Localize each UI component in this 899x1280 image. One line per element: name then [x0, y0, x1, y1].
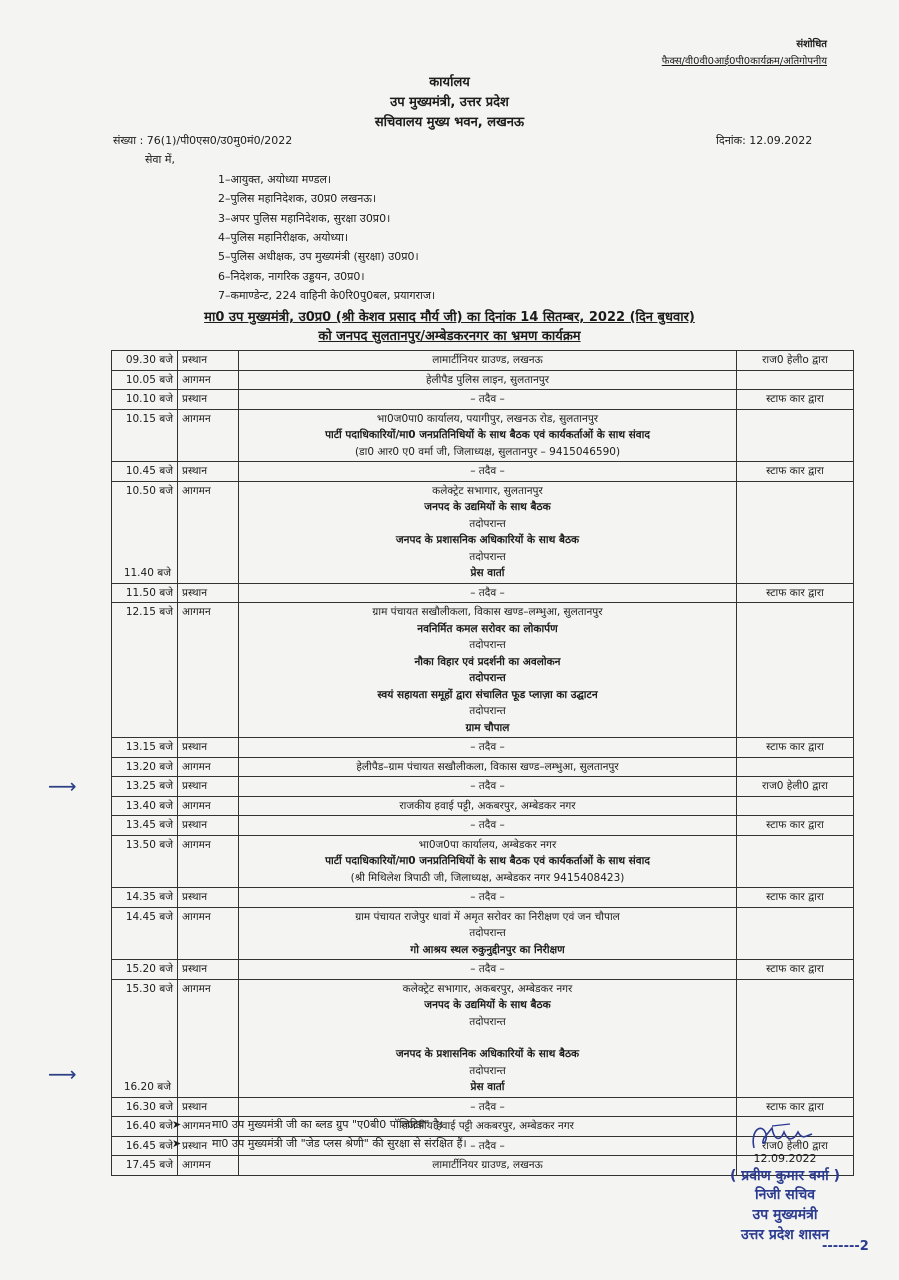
schedule-row: [112, 351, 854, 371]
office-address: सचिवालय मुख्य भवन, लखनऊ: [374, 115, 525, 130]
schedule-kind: आगमन: [178, 1117, 239, 1137]
detail-line: – तदैव –: [470, 1100, 505, 1113]
schedule-time: [112, 1117, 178, 1137]
start-time: 14.35 बजे: [125, 891, 173, 903]
schedule-time: [112, 1097, 178, 1117]
schedule-row: [112, 603, 854, 738]
schedule-transport: [737, 757, 854, 777]
signatory-name: ( प्रवीण कुमार वर्मा ): [729, 1168, 841, 1184]
schedule-details: [239, 979, 737, 1097]
schedule-kind: आगमन: [178, 757, 239, 777]
start-time: 10.50 बजे: [125, 484, 173, 497]
signatory-role: उप मुख्यमंत्री: [752, 1207, 818, 1223]
start-time: 10.10 बजे: [125, 393, 173, 405]
reference-number: संख्या : 76(1)/पी0एस0/उ0मु0मं0/2022: [113, 134, 293, 147]
schedule-details: [239, 1097, 737, 1117]
program-title-line1: मा0 उप मुख्यमंत्री, उ0प्र0 (श्री केशव प्रसाद मौर्य जी) का दिनांक 14 सितम्बर, 2022 (दिन बुधवार): [204, 310, 695, 325]
schedule-time: [112, 409, 178, 462]
detail-line: हेलीपैड–ग्राम पंचायत सखौलीकला, विकास खण्ड–लम्भुआ, सुलतानपुर: [356, 760, 619, 773]
schedule-transport: [737, 370, 854, 390]
schedule-time: [112, 1136, 178, 1156]
schedule-details: [239, 583, 737, 603]
start-time: 12.15 बजे: [125, 606, 173, 618]
schedule-row: [112, 777, 854, 797]
detail-line: – तदैव –: [470, 963, 505, 975]
detail-line: [243, 1030, 732, 1046]
schedule-details: [239, 907, 737, 960]
arrow-mark-1640: ⟶: [48, 1062, 77, 1086]
schedule-row: [112, 757, 854, 777]
detail-line: (डा0 आर0 ए0 वर्मा जी, जिलाध्यक्ष, सुलतानपुर – 9415046590): [354, 445, 621, 458]
start-time: 16.30 बजे: [125, 1100, 173, 1113]
schedule-transport: [737, 907, 854, 960]
schedule-row: [112, 738, 854, 758]
schedule-row: [112, 481, 854, 583]
schedule-time: [112, 1156, 178, 1176]
schedule-kind: आगमन: [178, 979, 239, 1097]
schedule-row: [112, 370, 854, 390]
schedule-details: [239, 816, 737, 836]
schedule-row: [112, 1097, 854, 1117]
schedule-time: [112, 777, 178, 797]
schedule-time: [112, 370, 178, 390]
office-of: उप मुख्यमंत्री, उत्तर प्रदेश: [390, 95, 509, 110]
schedule-time: [112, 835, 178, 888]
detail-line: हेलीपैड पुलिस लाइन, सुलतानपुर: [425, 373, 550, 386]
detail-line: राजकीय हवाई पट्टी अकबरपुर, अम्बेडकर नगर: [401, 1120, 574, 1132]
schedule-details: [239, 1156, 737, 1176]
schedule-time: [112, 738, 178, 758]
schedule-kind: आगमन: [178, 481, 239, 583]
schedule-transport: स्टाफ कार द्वारा: [737, 960, 854, 980]
detail-line: – तदैव –: [470, 1139, 505, 1152]
schedule-transport: [737, 603, 854, 738]
schedule-details: [239, 835, 737, 888]
schedule-time: [112, 481, 178, 583]
detail-line: – तदैव –: [470, 780, 505, 792]
recipient-item: 2–पुलिस महानिदेशक, उ0प्र0 लखनऊ।: [218, 192, 377, 206]
schedule-row: [112, 907, 854, 960]
detail-line: लामार्टीनियर ग्राउण्ड, लखनऊ: [432, 1159, 543, 1171]
detail-line: प्रेस वार्ता: [470, 1081, 505, 1093]
schedule-transport: [737, 796, 854, 816]
schedule-details: [239, 738, 737, 758]
schedule-transport: स्टाफ कार द्वारा: [737, 583, 854, 603]
start-time: 13.50 बजे: [125, 838, 173, 851]
schedule-kind: आगमन: [178, 1156, 239, 1176]
schedule-kind: आगमन: [178, 796, 239, 816]
note-text: मा0 उप मुख्यमंत्री जी का ब्लड ग्रुप "ए0बी0 पॉजिटिव" है।: [212, 1118, 443, 1131]
schedule-transport: राज0 हेलीо द्वारा: [737, 351, 854, 371]
schedule-details: [239, 390, 737, 410]
schedule-time: [112, 390, 178, 410]
schedule-row: [112, 835, 854, 888]
schedule-details: [239, 960, 737, 980]
schedule-kind: प्रस्थान: [178, 1136, 239, 1156]
schedule-transport: [737, 979, 854, 1097]
detail-line: नौका विहार एवं प्रदर्शनी का अवलोकन: [414, 655, 561, 668]
schedule-transport: स्टाफ कार द्वारा: [737, 888, 854, 908]
schedule-row: [112, 888, 854, 908]
detail-line: ग्राम पंचायत सखौलीकला, विकास खण्ड–लम्भुआ, सुलतानपुर: [372, 606, 603, 618]
distribution-label: फैक्स/वी0वी0आई0पी0कार्यक्रम/अतिगोपनीय: [661, 56, 827, 67]
start-time: 17.45 बजे: [125, 1159, 173, 1171]
detail-line: पार्टी पदाधिकारियों/मा0 जनप्रतिनिधियों के साथ बैठक एवं कार्यकर्ताओं के साथ संवाद: [325, 429, 650, 441]
note-text: मा0 उप मुख्यमंत्री जी "जेड प्लस श्रेणी" की सुरक्षा से संरक्षित हैं।: [212, 1137, 467, 1150]
detail-line: भा0ज0पा0 कार्यालय, पयागीपुर, लखनऊ रोड, सुलतानपुर: [376, 412, 599, 425]
schedule-row: [112, 462, 854, 482]
schedule-time: [112, 816, 178, 836]
recipient-item: 5–पुलिस अधीक्षक, उप मुख्यमंत्री (सुरक्षा) उ0प्र0।: [218, 250, 419, 264]
start-time: 13.20 बजे: [125, 760, 173, 773]
start-time: 13.25 बजे: [125, 780, 173, 792]
start-time: 16.40 बजे: [125, 1120, 173, 1132]
schedule-time: [112, 462, 178, 482]
schedule-kind: प्रस्थान: [178, 738, 239, 758]
schedule-transport: स्टाफ कार द्वारा: [737, 738, 854, 758]
detail-line: नवनिर्मित कमल सरोवर का लोकार्पण: [417, 622, 558, 635]
signature-date: 12.09.2022: [753, 1152, 817, 1165]
recipient-item: 4–पुलिस महानिरीक्षक, अयोध्या।: [218, 230, 349, 244]
schedule-details: [239, 796, 737, 816]
detail-line: राजकीय हवाई पट्टी, अकबरपुर, अम्बेडकर नगर: [399, 799, 576, 812]
schedule-time: [112, 960, 178, 980]
schedule-kind: प्रस्थान: [178, 960, 239, 980]
schedule-transport: स्टाफ कार द्वारा: [737, 390, 854, 410]
schedule-details: [239, 409, 737, 462]
schedule-transport: राज0 हेली0 द्वारा: [737, 1136, 854, 1156]
schedule-transport: स्टाफ कार द्वारा: [737, 816, 854, 836]
schedule-kind: आगमन: [178, 370, 239, 390]
detail-line: – तदैव –: [470, 465, 505, 477]
schedule-kind: प्रस्थान: [178, 583, 239, 603]
schedule-details: [239, 370, 737, 390]
schedule-row: [112, 979, 854, 1097]
schedule-kind: प्रस्थान: [178, 1097, 239, 1117]
schedule-row: [112, 796, 854, 816]
detail-line: तदोपरान्त: [469, 927, 506, 939]
detail-line: – तदैव –: [470, 741, 505, 753]
detail-line: भा0ज0पा कार्यालय, अम्बेडकर नगर: [418, 838, 557, 851]
bullet-icon: ➤: [172, 1118, 182, 1131]
start-time: 15.30 बजे: [125, 982, 173, 995]
start-time: 15.20 बजे: [125, 963, 173, 975]
detail-line: तदोपरान्त: [469, 1015, 506, 1028]
schedule-row: [112, 960, 854, 980]
detail-line: – तदैव –: [470, 891, 505, 903]
detail-line: जनपद के प्रशासनिक अधिकारियों के साथ बैठक: [395, 1048, 580, 1060]
schedule-time: [112, 757, 178, 777]
schedule-transport: स्टाफ कार द्वारा: [737, 462, 854, 482]
start-time: 10.05 बजे: [125, 373, 173, 386]
office-title: कार्यालय: [429, 75, 470, 90]
detail-line: तदोपरान्त: [469, 1064, 506, 1077]
start-time: 11.50 बजे: [125, 586, 173, 599]
detail-line: – तदैव –: [470, 586, 505, 599]
schedule-transport: स्टाफ कार द्वारा: [737, 1097, 854, 1117]
schedule-details: [239, 351, 737, 371]
note-blood-group: [172, 1117, 443, 1132]
page-continuation: -------2: [822, 1239, 869, 1254]
letter-date: दिनांक: 12.09.2022: [716, 134, 813, 147]
schedule-time: [112, 583, 178, 603]
schedule-kind: प्रस्थान: [178, 390, 239, 410]
detail-line: प्रेस वार्ता: [470, 567, 505, 579]
schedule-details: [239, 462, 737, 482]
detail-line: – तदैव –: [470, 819, 505, 831]
schedule-row: [112, 816, 854, 836]
start-time: 13.40 बजे: [125, 799, 173, 812]
detail-line: तदोपरान्त: [469, 672, 506, 684]
schedule-row: [112, 390, 854, 410]
schedule-kind: प्रस्थान: [178, 816, 239, 836]
schedule-transport: राज0 हेली0 द्वारा: [737, 777, 854, 797]
detail-line: ग्राम चौपाल: [465, 721, 510, 734]
recipient-item: 3–अपर पुलिस महानिदेशक, सुरक्षा उ0प्र0।: [218, 211, 391, 225]
detail-line: गो आश्रय स्थल रुकुनुद्दीनपुर का निरीक्षण: [410, 943, 565, 956]
salutation: सेवा में,: [145, 153, 175, 166]
schedule-details: [239, 757, 737, 777]
schedule-time: [112, 979, 178, 1097]
schedule-time: [112, 351, 178, 371]
detail-line: ग्राम पंचायत राजेपुर धावां में अमृत सरोवर का निरीक्षण एवं जन चौपाल: [355, 910, 620, 923]
detail-line: तदोपरान्त: [469, 639, 506, 651]
detail-line: तदोपरान्त: [469, 517, 506, 530]
schedule-kind: आगमन: [178, 603, 239, 738]
schedule-transport: [737, 409, 854, 462]
schedule-row: [112, 583, 854, 603]
signatory-designation: निजी सचिव: [754, 1187, 816, 1203]
detail-line: कलेक्ट्रेट सभागार, सुलतानपुर: [432, 484, 543, 497]
program-title-line2: को जनपद सुलतानपुर/अम्बेडकरनगर का भ्रमण कार्यक्रम: [318, 329, 581, 344]
schedule-time: [112, 603, 178, 738]
schedule-time: [112, 907, 178, 960]
arrow-mark-1340: ⟶: [48, 774, 77, 798]
start-time: 13.45 बजे: [125, 819, 173, 831]
schedule-kind: आगमन: [178, 409, 239, 462]
detail-line: जनपद के उद्यमियों के साथ बैठक: [424, 501, 551, 513]
detail-line: स्वयं सहायता समूहों द्वारा संचालित फूड प्लाज़ा का उद्घाटन: [377, 688, 598, 701]
signatory-government: उत्तर प्रदेश शासन: [740, 1227, 830, 1243]
schedule-kind: आगमन: [178, 907, 239, 960]
detail-line: कलेक्ट्रेट सभागार, अकबरपुर, अम्बेडकर नगर: [402, 982, 573, 995]
schedule-details: [239, 777, 737, 797]
schedule-details: [239, 481, 737, 583]
schedule-kind: प्रस्थान: [178, 888, 239, 908]
schedule-details: [239, 603, 737, 738]
bullet-icon: ➤: [172, 1137, 182, 1150]
detail-line: – तदैव –: [470, 393, 505, 405]
schedule-transport: [737, 835, 854, 888]
schedule-kind: आगमन: [178, 835, 239, 888]
start-time: 10.15 बजे: [125, 412, 173, 425]
start-time: 16.45 बजे: [125, 1139, 173, 1152]
detail-line: तदोपरान्त: [469, 705, 506, 717]
recipient-item: 7–कमाण्डेन्ट, 224 वाहिनी के0रि0पु0बल, प्रयागराज।: [218, 288, 436, 302]
schedule-row: [112, 409, 854, 462]
detail-line: (श्री मिथिलेश त्रिपाठी जी, जिलाध्यक्ष, अम्बेडकर नगर 9415408423): [350, 871, 625, 884]
schedule-table: [111, 350, 854, 1176]
start-time: 09.30 बजे: [125, 354, 173, 366]
note-security: [172, 1136, 467, 1151]
end-time: 11.40 बजे: [123, 567, 171, 579]
schedule-time: [112, 796, 178, 816]
start-time: 14.45 बजे: [125, 910, 173, 923]
end-time: 16.20 बजे: [123, 1081, 171, 1093]
recipient-item: 1–आयुक्त, अयोध्या मण्डल।: [218, 173, 332, 186]
detail-line: तदोपरान्त: [469, 550, 506, 563]
schedule-kind: प्रस्थान: [178, 351, 239, 371]
detail-line: पार्टी पदाधिकारियों/मा0 जनप्रतिनिधियों के साथ बैठक एवं कार्यकर्ताओं के साथ संवाद: [325, 855, 650, 867]
detail-line: लामार्टीनियर ग्राउण्ड, लखनऊ: [432, 354, 543, 366]
schedule-details: [239, 888, 737, 908]
schedule-time: [112, 888, 178, 908]
revised-label: संशोधित: [796, 39, 827, 50]
detail-line: जनपद के उद्यमियों के साथ बैठक: [424, 999, 551, 1011]
start-time: 13.15 बजे: [125, 741, 173, 753]
detail-line: जनपद के प्रशासनिक अधिकारियों के साथ बैठक: [395, 534, 580, 546]
start-time: 10.45 बजे: [125, 465, 173, 477]
schedule-transport: [737, 481, 854, 583]
recipient-item: 6–निदेशक, नागरिक उड्डयन, उ0प्र0।: [218, 269, 365, 283]
schedule-kind: प्रस्थान: [178, 777, 239, 797]
schedule-kind: प्रस्थान: [178, 462, 239, 482]
